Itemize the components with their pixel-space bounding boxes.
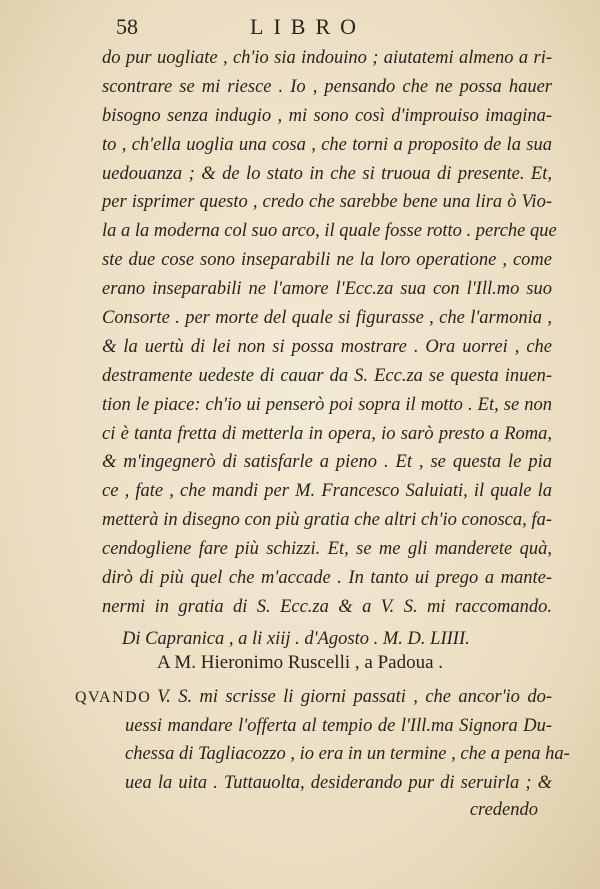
text-line: do pur uogliate , ch'io sia indouino ; aiutatemi almeno a ri- <box>102 48 552 68</box>
text-line: dirò di più quel che m'accade . In tanto ui prego a mante- <box>102 568 552 589</box>
page-number: 58 <box>116 14 138 39</box>
text-line: chessa di Tagliacozzo , io era in un termine , che a pena ha- <box>125 744 570 764</box>
catchword: credendo <box>469 800 538 820</box>
page-header <box>0 10 600 46</box>
text-line: to , ch'ella uoglia una cosa , che torni a proposito de la sua <box>102 134 552 155</box>
text-line: erano inseparabili ne l'amore l'Ecc.za sua con l'Ill.mo suo <box>102 279 552 300</box>
running-title: LIBRO <box>250 14 366 39</box>
text-line: cendogliene fare più schizzi. Et, se me gli manderete quà, <box>102 539 552 560</box>
text-line: la a la moderna col suo arco, il quale fosse rotto . perche que <box>102 221 557 242</box>
next-letter-text <box>75 683 570 797</box>
text-line: & m'ingegnerò di satisfarle a pieno . Et , se questa le pia <box>102 452 552 473</box>
text-line: scontrare se mi riesce . Io , pensando che ne possa hauer <box>102 76 552 97</box>
text-line: bisogno senza indugio , mi sono così d'improuiso imagina- <box>102 105 552 126</box>
previous-letter-text <box>102 44 557 654</box>
text-line: tion le piace: ch'io ui penserò poi sopra il motto . Et, se non <box>102 394 552 415</box>
text-line-content: V. S. mi scrisse li giorni passati , che ancor'io do- <box>157 687 552 707</box>
text-line: ci è tanta fretta di metterla in opera, io sarò presto a Roma, <box>102 423 552 444</box>
text-line: metterà in disegno con più gratia che altri ch'io conosca, fa- <box>102 510 552 531</box>
text-line: ce , fate , che mandi per M. Francesco Saluiati, il quale la <box>102 481 552 502</box>
text-line <box>75 683 552 712</box>
text-line: ste due cose sono inseparabili ne la loro operatione , come <box>102 250 552 271</box>
letter-heading: A M. Hieronimo Ruscelli , a Padoua . <box>156 652 444 673</box>
opening-word: QVANDO <box>75 689 152 706</box>
text-line: destramente uedeste di cauar da S. Ecc.za se questa inuen- <box>102 365 552 386</box>
text-line: uessi mandare l'offerta al tempio de l'Ill.ma Signora Du- <box>125 715 552 736</box>
text-line: nermi in gratia di S. Ecc.za & a V. S. mi raccomando. <box>102 596 552 617</box>
text-line: & la uertù di lei non si possa mostrare . Ora uorrei , che <box>102 336 552 357</box>
text-line: uea la uita . Tuttauolta, desiderando pur di seruirla ; & <box>125 772 552 793</box>
text-line: uedouanza ; & de lo stato in che si truoua di presente. Et, <box>102 163 552 184</box>
text-line: Consorte . per morte del quale si figurasse , che l'armonia , <box>102 308 552 329</box>
letter-dateline: Di Capranica , a li xiij . d'Agosto . M. D. LIIII. <box>122 628 470 649</box>
text-line: per isprimer questo , credo che sarebbe bene una lira ò Vio- <box>102 192 552 213</box>
